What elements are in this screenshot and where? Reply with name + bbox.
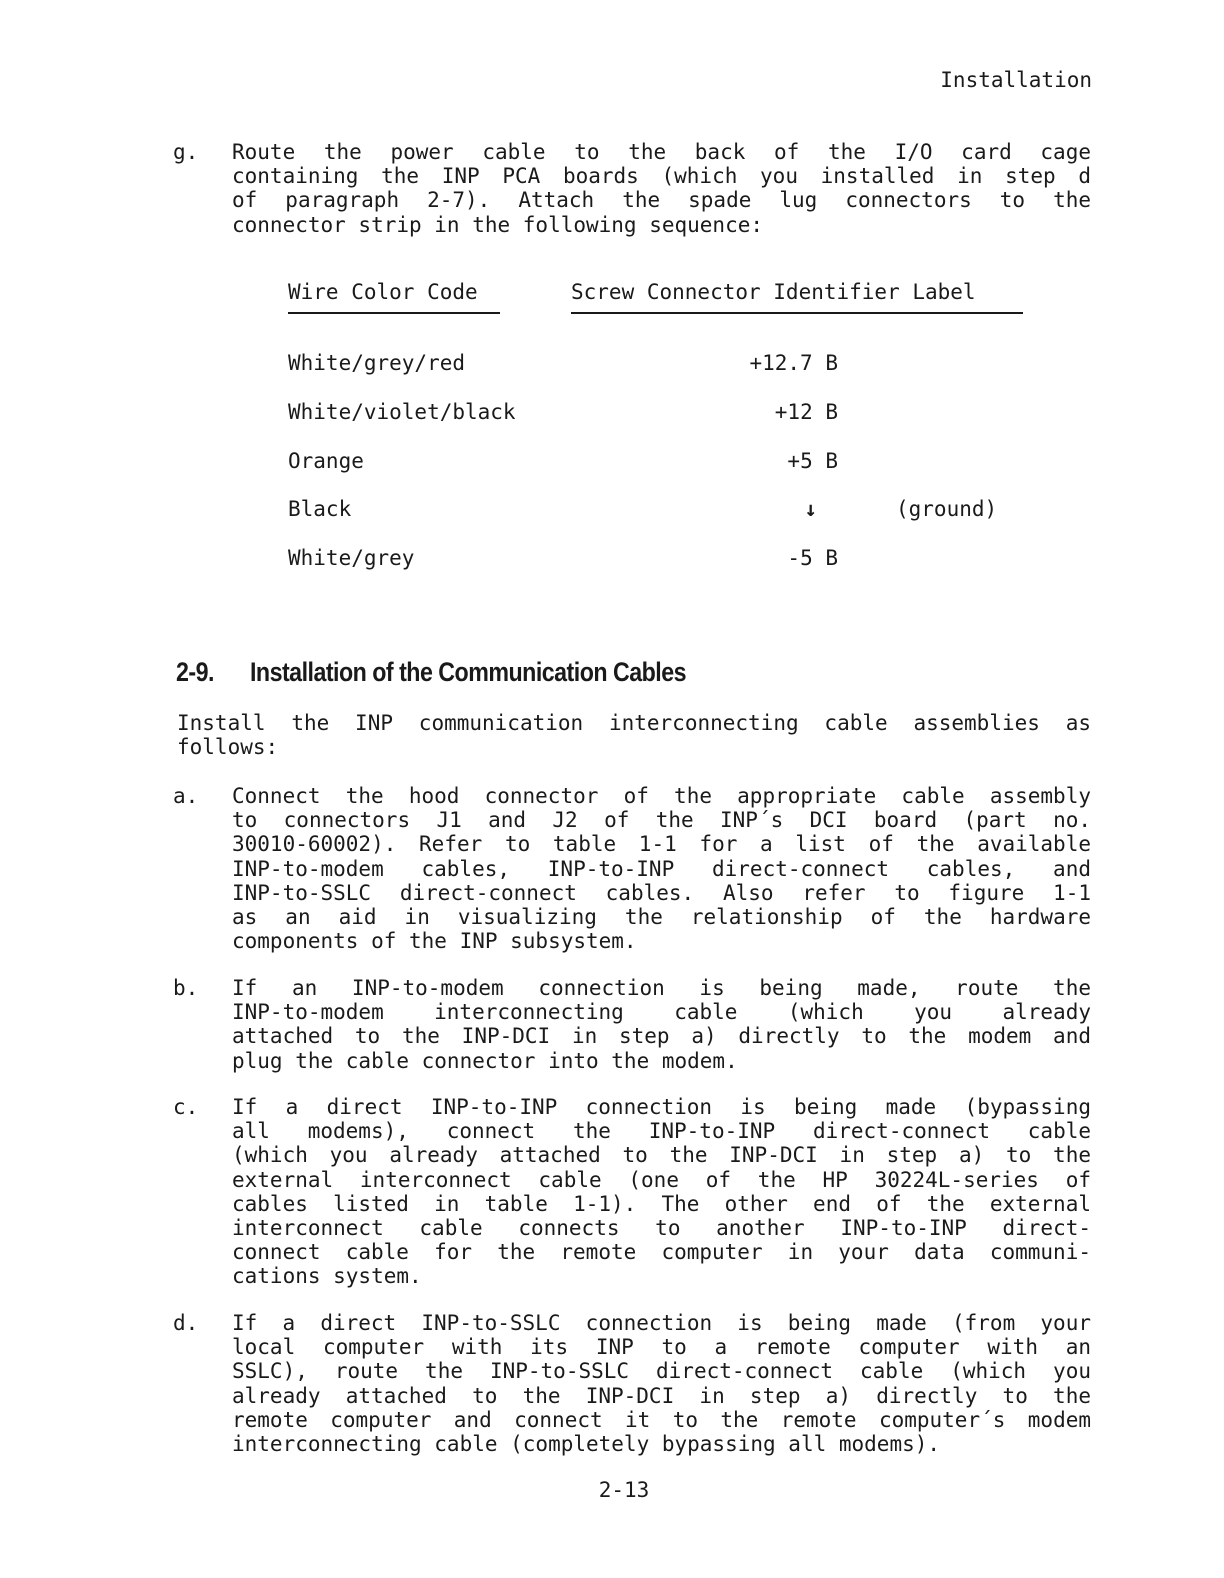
column-header-underline	[288, 312, 500, 314]
step-marker: d.	[173, 1311, 199, 1335]
column-header-wire-color: Wire Color Code	[288, 280, 478, 304]
text-line: Connect the hood connector of the appropriate cable assembly	[232, 784, 1091, 808]
text-line: (which you already attached to the INP-DCI in step a) to the	[232, 1143, 1091, 1168]
text-line: already attached to the INP-DCI in step a) directly to the	[232, 1383, 1091, 1408]
ground-arrow-icon: ↓	[804, 497, 817, 521]
text-line: interconnecting cable (completely bypassing all modems).	[232, 1431, 941, 1456]
running-head: Installation	[940, 68, 1092, 92]
text-line: If an INP-to-modem connection is being made, route the	[232, 976, 1091, 1000]
page-number: 2-13	[598, 1478, 650, 1502]
text-line: of paragraph 2-7). Attach the spade lug connectors to the	[232, 188, 1091, 213]
text-line: INP-to-SSLC direct-connect cables. Also refer to figure 1-1	[232, 880, 1091, 905]
text-line: follows:	[177, 735, 279, 760]
wire-color-cell: White/violet/black	[288, 400, 516, 424]
screw-label-cell: -5 B	[787, 546, 838, 570]
step-text	[232, 784, 1091, 953]
step-marker: c.	[173, 1095, 199, 1119]
section-heading	[176, 657, 686, 688]
text-line: plug the cable connector into the modem.	[232, 1048, 738, 1073]
ground-note: (ground)	[896, 497, 998, 521]
wire-color-cell: Black	[288, 497, 352, 521]
text-line: local computer with its INP to a remote computer with an	[232, 1335, 1091, 1360]
column-header-screw-connector: Screw Connector Identifier Label	[571, 280, 976, 304]
text-line: cations system.	[232, 1264, 422, 1289]
text-line: connector strip in the following sequence:	[232, 212, 764, 237]
text-line: 30010-60002). Refer to table 1-1 for a list of the available	[232, 832, 1091, 857]
step-marker: a.	[173, 784, 199, 808]
text-line: Install the INP communication interconnecting cable assemblies as	[177, 711, 1091, 735]
text-line: INP-to-modem cables, INP-to-INP direct-connect cables, and	[232, 856, 1091, 881]
text-line: cables listed in table 1-1). The other end of the external	[232, 1191, 1091, 1216]
step-text	[232, 140, 1091, 237]
text-line: INP-to-modem interconnecting cable (which you already	[232, 1000, 1091, 1025]
step-text	[232, 1095, 1091, 1289]
screw-label-cell: +12 B	[774, 400, 838, 424]
text-line: If a direct INP-to-SSLC connection is being made (from your	[232, 1311, 1091, 1335]
text-line: interconnect cable connects to another INP-to-INP direct-	[232, 1215, 1091, 1240]
text-line: If a direct INP-to-INP connection is being made (bypassing	[232, 1095, 1091, 1119]
text-line: external interconnect cable (one of the HP 30224L-series of	[232, 1167, 1091, 1192]
step-marker: g.	[173, 140, 199, 164]
wire-color-cell: White/grey	[288, 546, 415, 570]
text-line: remote computer and connect it to the remote computer´s modem	[232, 1407, 1091, 1432]
section-title: Installation of the Communication Cables	[249, 657, 687, 687]
wire-color-cell: White/grey/red	[288, 351, 466, 375]
text-line: all modems), connect the INP-to-INP direct-connect cable	[232, 1119, 1091, 1144]
text-line: connect cable for the remote computer in your data communi-	[232, 1240, 1091, 1265]
screw-label-cell: +5 B	[787, 449, 838, 473]
step-text	[232, 1311, 1091, 1456]
text-line: as an aid in visualizing the relationship of the hardware	[232, 904, 1091, 929]
section-number: 2-9.	[176, 657, 214, 687]
text-line: attached to the INP-DCI in step a) directly to the modem and	[232, 1024, 1091, 1049]
text-line: SSLC), route the INP-to-SSLC direct-connect cable (which you	[232, 1359, 1091, 1384]
column-header-underline	[571, 312, 1023, 314]
step-marker: b.	[173, 976, 199, 1000]
text-line: containing the INP PCA boards (which you installed in step d	[232, 164, 1091, 189]
wire-color-cell: Orange	[288, 449, 364, 473]
text-line: to connectors J1 and J2 of the INP´s DCI board (part no.	[232, 808, 1091, 833]
section-intro	[177, 711, 1091, 759]
text-line: components of the INP subsystem.	[232, 929, 637, 954]
text-line: Route the power cable to the back of the I/O card cage	[232, 140, 1091, 164]
step-text	[232, 976, 1091, 1073]
screw-label-cell: +12.7 B	[749, 351, 838, 375]
